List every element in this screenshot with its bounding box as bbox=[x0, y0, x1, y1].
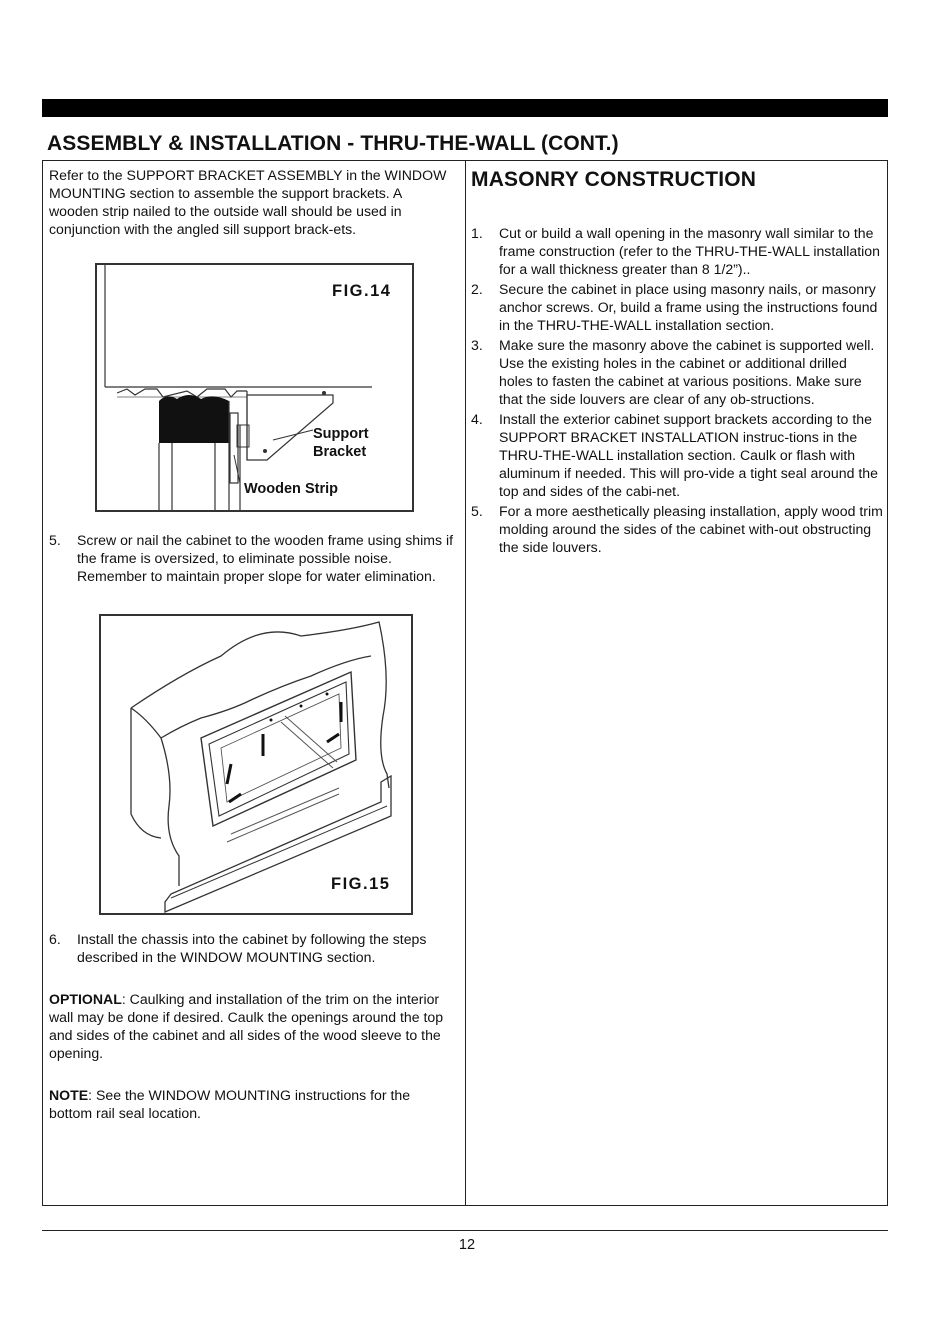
fig14-illustration bbox=[97, 265, 412, 510]
masonry-step-number: 1. bbox=[471, 225, 483, 241]
left-step-5-text: Screw or nail the cabinet to the wooden frame using shims if the frame is oversized, to eliminate possible noise. Remember to maintain proper slope for water elimination. bbox=[77, 532, 454, 584]
support-bracket-label-line2: Bracket bbox=[313, 444, 367, 460]
figure-14 bbox=[95, 263, 414, 512]
optional-label: OPTIONAL bbox=[49, 991, 122, 1007]
note-text: : See the WINDOW MOUNTING instructions for the bottom rail seal location. bbox=[49, 1087, 411, 1121]
left-step-5-number: 5. bbox=[49, 532, 61, 548]
fig15-illustration bbox=[101, 616, 411, 913]
note-paragraph bbox=[49, 1086, 457, 1122]
intro-paragraph: Refer to the SUPPORT BRACKET ASSEMBLY in the WINDOW MOUNTING section to assemble the support brackets. A wooden strip nailed to the outside wall should be used in conjunction with the angled sill support brack-ets. bbox=[49, 167, 447, 237]
left-column bbox=[49, 166, 457, 238]
masonry-step-text: Cut or build a wall opening in the masonry wall similar to the frame construction (refer to the THRU-THE-WALL installation for a wall thickness greater than 8 1/2”).. bbox=[499, 225, 880, 277]
header-bar bbox=[42, 99, 888, 117]
page-number: 12 bbox=[458, 1237, 476, 1253]
wooden-strip-label: Wooden Strip bbox=[244, 481, 338, 497]
masonry-step bbox=[471, 502, 883, 556]
footer-rule bbox=[42, 1230, 888, 1231]
support-bracket-label-line1: Support bbox=[313, 426, 369, 442]
support-bracket-label bbox=[313, 425, 369, 461]
masonry-step bbox=[471, 224, 883, 278]
fig15-label: FIG.15 bbox=[331, 875, 391, 893]
left-step-5 bbox=[49, 531, 457, 585]
masonry-step-number: 5. bbox=[471, 503, 483, 519]
masonry-step-text: Install the exterior cabinet support brackets according to the SUPPORT BRACKET INSTALLATION instruc-tions in the THRU-THE-WALL installation section. Caulk or flash with aluminum if needed. This will pro-vide a tight seal around the top and sides of the cabi-net. bbox=[499, 411, 878, 499]
masonry-construction-title: MASONRY CONSTRUCTION bbox=[471, 168, 757, 191]
figure-15 bbox=[99, 614, 413, 915]
masonry-step-text: Secure the cabinet in place using masonry nails, or masonry anchor screws. Or, build a frame using the instructions found in the THRU-THE-WALL installation section. bbox=[499, 281, 878, 333]
left-step-6-text: Install the chassis into the cabinet by following the steps described in the WINDOW MOUNTING section. bbox=[77, 931, 427, 965]
masonry-step bbox=[471, 280, 883, 334]
masonry-step bbox=[471, 336, 883, 408]
left-step-6-number: 6. bbox=[49, 931, 61, 947]
masonry-step-number: 2. bbox=[471, 281, 483, 297]
note-label: NOTE bbox=[49, 1087, 89, 1103]
fig14-label: FIG.14 bbox=[332, 282, 392, 300]
column-divider bbox=[465, 160, 466, 1206]
optional-paragraph bbox=[49, 990, 457, 1062]
masonry-step bbox=[471, 410, 883, 500]
masonry-step-number: 3. bbox=[471, 337, 483, 353]
masonry-step-text: Make sure the masonry above the cabinet is supported well. Use the existing holes in the cabinet or additional drilled holes to fasten the cabinet at various positions. Make sure that the side louvers are clear of any ob-structions. bbox=[499, 337, 875, 407]
masonry-step-text: For a more aesthetically pleasing installation, apply wood trim molding around the sides of the cabinet with-out obstructing the side louvers. bbox=[499, 503, 883, 555]
right-column bbox=[471, 166, 883, 558]
optional-text: : Caulking and installation of the trim on the interior wall may be done if desired. Caulk the openings around the top and sides of the cabinet and all sides of the wood sleeve to the opening. bbox=[49, 991, 444, 1061]
masonry-step-number: 4. bbox=[471, 411, 483, 427]
masonry-steps-list bbox=[471, 224, 883, 556]
page-title: ASSEMBLY & INSTALLATION - THRU-THE-WALL (CONT.) bbox=[47, 132, 619, 155]
left-step-6 bbox=[49, 930, 457, 966]
